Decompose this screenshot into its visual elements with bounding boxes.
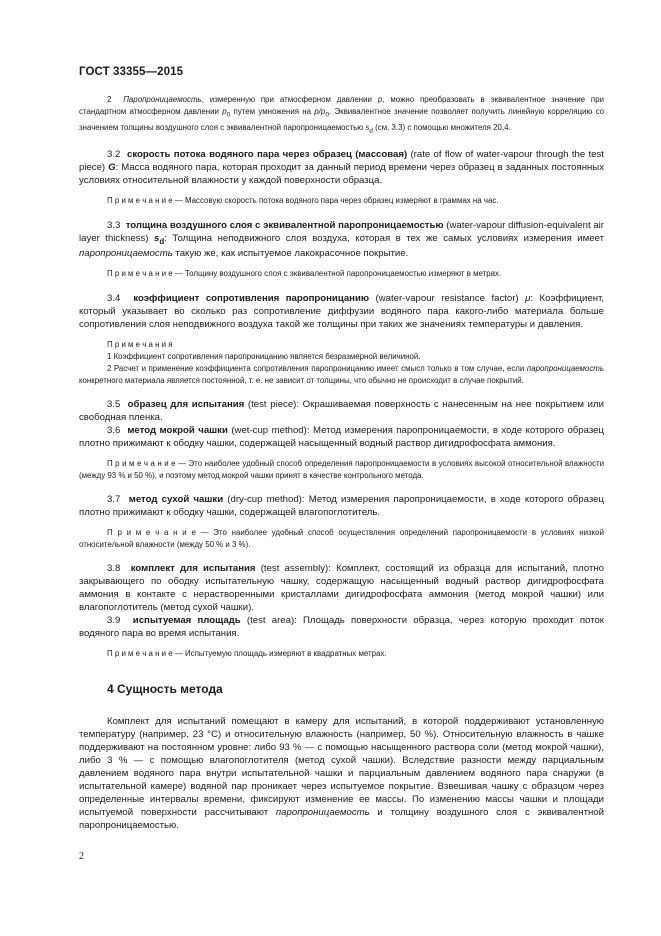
definition-3-8: 3.8 комплект для испытания (test assembly): Комплект, состоящий из образца для испытаний, плотно закрывающего по ободку испытательную чашку, содержащую насыщенный водный раствор дигидрофосфата аммония в контакте с нерастворенными кристаллами дигидрофосфата аммония (метод мокрой чашки) или влагопоглотитель (метод сухой чашки). xyxy=(79,563,604,614)
note-3-3: П р и м е ч а н и е — Толщину воздушного слоя с эквивалентной паропроницаемостью измеряют в метрах. xyxy=(107,269,502,279)
definition-3-4: 3.4 коэффициент сопротивления паропроницанию (water-vapour resistance factor) μ: Коэффициент, который указывает во сколько раз сопротивление диффузии водяного пара какого-либо материала больше сопротивления слоя неподвижного воздуха такой же толщины при таких же значениях температуры и давления. xyxy=(79,292,604,330)
note-3-9: П р и м е ч а н и е — Испытуемую площадь измеряют в квадратных метрах. xyxy=(107,649,387,659)
note-3-6: П р и м е ч а н и е — Это наиболее удобный способ определения паропроницаемости в условиях высокой относительной влажности (между 93 % и 50 %), и поэтому метод мокрой чашки принят в качестве контрольного метода. xyxy=(79,458,604,480)
definition-3-5: 3.5 образец для испытания (test piece): Окрашиваемая поверхность с нанесенным на нее покрытием или свободная пленка. xyxy=(79,398,604,423)
note-3-2: П р и м е ч а н и е — Массовую скорость потока водяного пара через образец измеряют в граммах на час. xyxy=(107,196,499,206)
definition-3-3: 3.3 толщина воздушного слоя с эквивалентной паропроницаемостью (water-vapour diffusion-equivalent air layer thickness) $s_d$: Толщина неподвижного слоя воздуха, которая в тех же самых условиях измерения имеет паропроницаемость такую же, как испытуемое лакокрасочное покрытие. xyxy=(79,219,604,260)
note-3-4-1: 1 Коэффициент сопротивления паропроницанию является безразмерной величиной. xyxy=(107,351,421,361)
document-header: ГОСТ 33355—2015 xyxy=(79,66,184,78)
notes-heading-3-4: П р и м е ч а н и я xyxy=(107,339,173,349)
section-4-paragraph: Комплект для испытаний помещают в камеру для испытаний, в которой поддерживают установленную температуру (например, 23 °С) и относительную влажность (например, 50 %). Относительную влажность в чашке поддерживают на постоянном уровне: либо 93 % — с помощью насыщенного раствора соли (метод мокрой чашки), либо 3 % — с помощью влагопоглотителя (метод сухой чашки). Вследствие разности между парциальным давлением водяного пара внутри испытательной чашки и парциальным давлением водяного пара снаружи (в испытательной камере) водяной пар проникает через испытуемое покрытие. Взвешивая чашку с образцом через определенные интервалы времени, фиксируют изменение ее массы. По изменению массы чашки и площади испытуемой поверхности рассчитывают паропроницаемость и толщину воздушного слоя с эквивалентной паропроницаемостью. xyxy=(79,716,604,832)
page-content xyxy=(79,94,604,832)
note-3-4-2: 2 Расчет и применение коэффициента сопротивления паропроницанию имеет смысл только в том случае, если паропроницаемость конкретного материала является постоянной, т. е. не зависит от толщины, что обычно не происходит в случае покрытий. xyxy=(79,363,604,385)
note-paragraph-2: 2 Паропроницаемость, измеренную при атмосферном давлении p, можно преобразовать в эквивалентное значение при стандартном атмосферном давлении $p_0$ путем умножения на $p/p_0$. Эквивалентное значение позволяет получить линейную корреляцию со значением толщины воздушного слоя с эквивалентной паропроницаемостью $s_d$ (см. 3.3) с помощью множителя 20,4. xyxy=(79,95,605,135)
definition-3-2: 3.2 скорость потока водяного пара через образец (массовая) (rate of flow of water-vapour through the test piece) G: Масса водяного пара, которая проходит за данный период времени через образец в заданных постоянных условиях относительной влажности у каждой поверхности образца. xyxy=(79,149,604,187)
note-3-7: П р и м е ч а н и е — Это наиболее удобный способ осуществления определений паропроницаемости в условиях низкой относительной влажности (между 50 % и 3 %). xyxy=(79,528,604,550)
definition-3-6: 3.6 метод мокрой чашки (wet-cup method): Метод измерения паропроницаемости, в ходе которого образец плотно прижимают к ободку чашки, содержащей насыщенный водный раствор дигидрофосфата аммония. xyxy=(79,424,604,449)
definition-3-7: 3.7 метод сухой чашки (dry-cup method): Метод измерения паропроницаемости, в ходе которого образец плотно прижимают к ободку чашки, содержащей влагопоглотитель. xyxy=(79,494,604,519)
section-4-title: 4 Сущность метода xyxy=(107,682,223,697)
definition-3-9: 3.9 испытуемая площадь (test area): Площадь поверхности образца, через которую проходит поток водяного пара во время испытания. xyxy=(79,615,604,640)
page-number: 2 xyxy=(79,851,84,862)
